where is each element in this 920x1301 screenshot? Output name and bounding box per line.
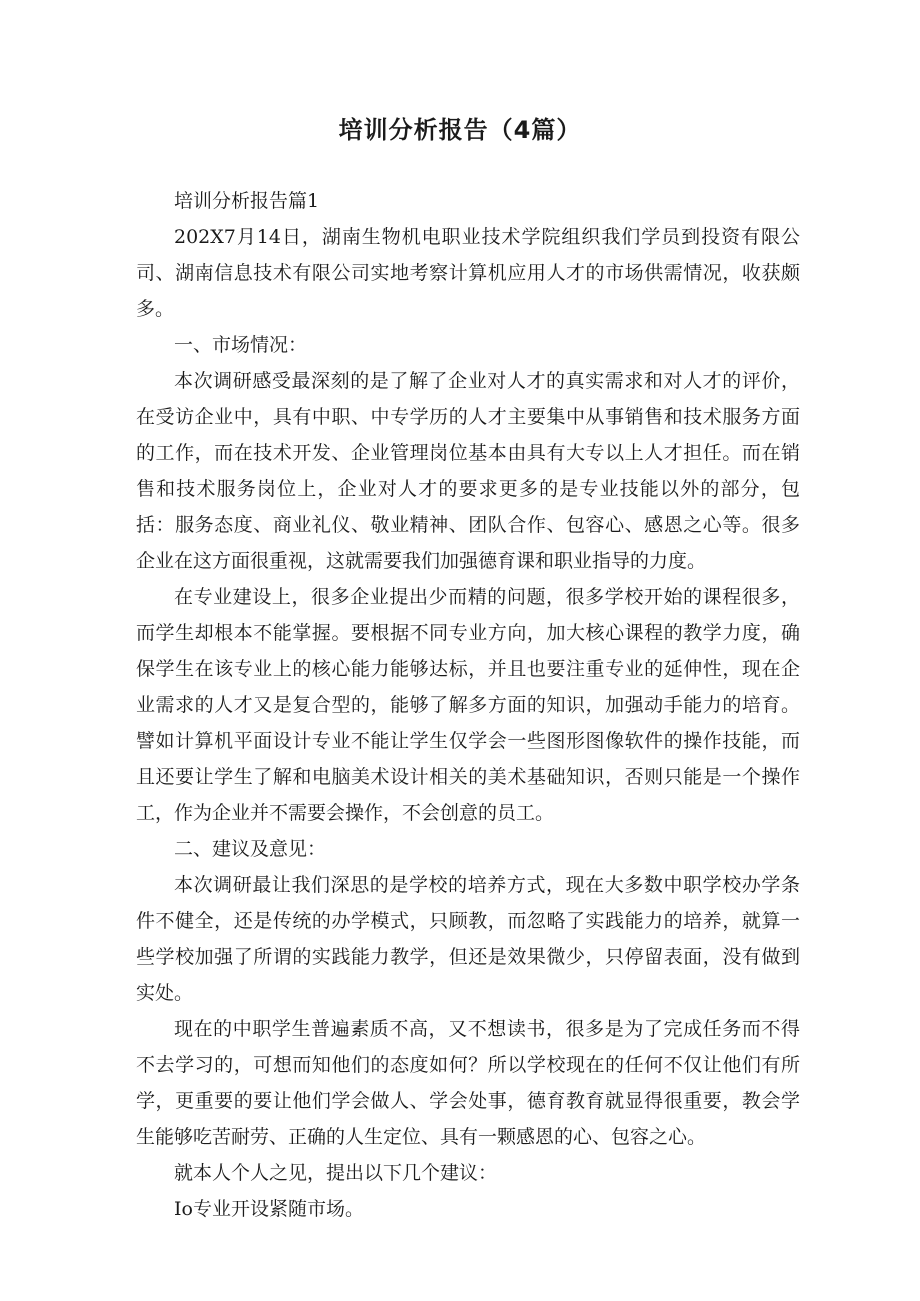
section-heading: 培训分析报告篇1	[174, 190, 320, 212]
paragraph: 本次调研感受最深刻的是了解了企业对人才的真实需求和对人才的评价，在受访企业中，具有中职、中专学历的人才主要集中从事销售和技术服务方面的工作，而在技术开发、企业管理岗位基本由具有大专以上人才担任。而在销售和技术服务岗位上，企业对人才的要求更多的是专业技能以外的部分，包括：服务态度、商业礼仪、敬业精神、团队合作、包容心、感恩之心等。很多企业在这方面很重视，这就需要我们加强德育课和职业指导的力度。	[136, 370, 800, 572]
section-heading: 二、建议及意见：	[174, 838, 327, 860]
paragraph: 就本人个人之见，提出以下几个建议：	[174, 1162, 498, 1184]
paragraph: 现在的中职学生普遍素质不高，又不想读书，很多是为了完成任务而不得不去学习的，可想而知他们的态度如何？所以学校现在的任何不仅让他们有所学，更重要的要让他们学会做人、学会处事，德育教育就显得很重要，教会学生能够吃苦耐劳、正确的人生定位、具有一颗感恩的心、包容之心。	[136, 1018, 800, 1148]
section-heading: 一、市场情况：	[174, 334, 308, 356]
document-body	[136, 183, 800, 1227]
document-title: 培训分析报告（4篇）	[338, 116, 582, 144]
paragraph: 在专业建设上，很多企业提出少而精的问题，很多学校开始的课程很多，而学生却根本不能掌握。要根据不同专业方向，加大核心课程的教学力度，确保学生在该专业上的核心能力能够达标，并且也要注重专业的延伸性，现在企业需求的人才又是复合型的，能够了解多方面的知识，加强动手能力的培育。譬如计算机平面设计专业不能让学生仅学会一些图形图像软件的操作技能，而且还要让学生了解和电脑美术设计相关的美术基础知识，否则只能是一个操作工，作为企业并不需要会操作，不会创意的员工。	[136, 586, 800, 824]
paragraph: 本次调研最让我们深思的是学校的培养方式，现在大多数中职学校办学条件不健全，还是传统的办学模式，只顾教，而忽略了实践能力的培养，就算一些学校加强了所谓的实践能力教学，但还是效果微少，只停留表面，没有做到实处。	[136, 874, 800, 1004]
paragraph: 202X7月14日，湖南生物机电职业技术学院组织我们学员到投资有限公司、湖南信息技术有限公司实地考察计算机应用人才的市场供需情况，收获颇多。	[136, 226, 800, 320]
paragraph: Io专业开设紧随市场。	[174, 1198, 364, 1220]
